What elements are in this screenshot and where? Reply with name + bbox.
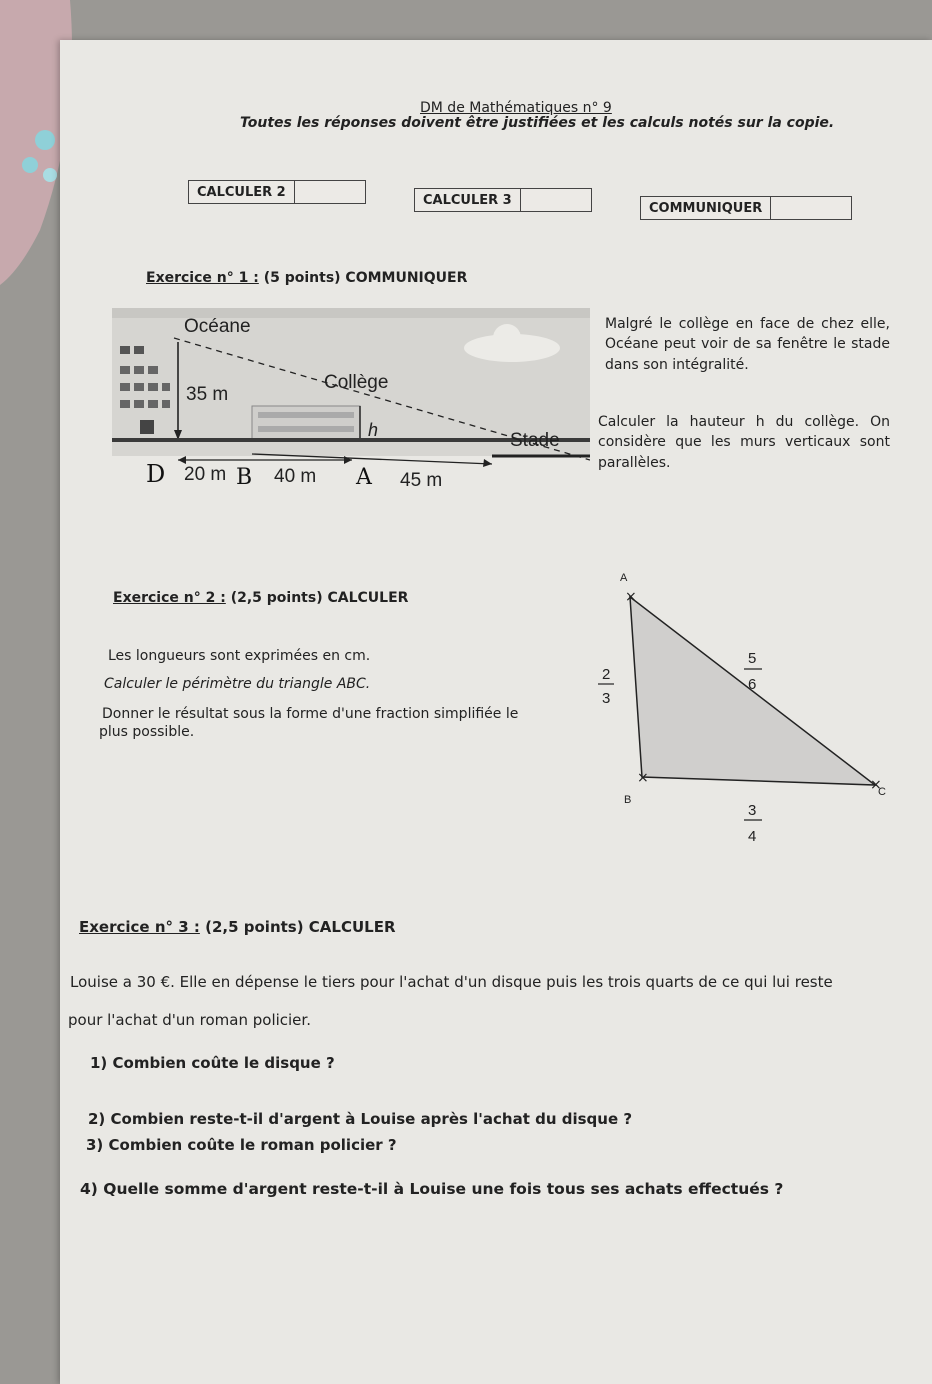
vertex-a: A <box>620 572 628 584</box>
fraction-ac-numerator: 5 <box>748 650 757 667</box>
label-40m: 40 m <box>274 466 317 487</box>
fraction-bc-denominator: 4 <box>748 828 757 845</box>
exercise-2-title: Exercice n° 2 : (2,5 points) CALCULER <box>113 590 409 606</box>
fraction-ab-denominator: 3 <box>602 690 611 707</box>
skill-box-communiquer <box>640 196 852 220</box>
label-35m: 35 m <box>186 384 229 405</box>
label-h: h <box>368 420 379 440</box>
exercise-2-line-4: plus possible. <box>99 724 195 740</box>
exercise-3-question-3: 3) Combien coûte le roman policier ? <box>86 1136 397 1154</box>
point-b: B <box>236 465 253 490</box>
label-45m: 45 m <box>400 470 443 491</box>
point-a: A <box>356 465 372 490</box>
page-title: DM de Mathématiques n° 9 <box>420 100 612 116</box>
label-oceane: Océane <box>184 316 251 337</box>
exercise-3-question-2: 2) Combien reste-t-il d'argent à Louise après l'achat du disque ? <box>88 1110 633 1128</box>
page-subtitle: Toutes les réponses doivent être justifiées et les calculs notés sur la copie. <box>240 115 835 131</box>
skill-label: CALCULER 2 <box>189 181 295 203</box>
label-20m: 20 m <box>184 464 227 485</box>
svg-text:×: × <box>870 777 882 793</box>
fraction-ac-denominator: 6 <box>748 676 757 693</box>
svg-text:×: × <box>637 770 649 786</box>
svg-text:×: × <box>625 589 637 605</box>
exercise-2-line-3: Donner le résultat sous la forme d'une fraction simplifiée le <box>102 706 519 722</box>
oceane-building <box>112 338 174 438</box>
exercise-1-text-1: Malgré le collège en face de chez elle, Océane peut voir de sa fenêtre le stade dans son intégralité. <box>605 316 890 373</box>
exercise-2-line-2: Calculer le périmètre du triangle ABC. <box>104 676 371 692</box>
exercise-3-question-4: 4) Quelle somme d'argent reste-t-il à Louise une fois tous ses achats effectués ? <box>80 1180 784 1198</box>
skill-box-calculer-2 <box>188 180 366 204</box>
vertex-b: B <box>624 794 632 806</box>
exercise-1-figure <box>112 308 590 498</box>
label-college: Collège <box>324 372 389 393</box>
label-stade: Stade <box>510 430 560 451</box>
college-building <box>252 406 360 440</box>
exercise-3-intro-1: Louise a 30 €. Elle en dépense le tiers pour l'achat d'un disque puis les trois quarts de ce qui lui reste <box>70 973 833 991</box>
exercise-3-question-1: 1) Combien coûte le disque ? <box>90 1054 335 1072</box>
exercise-1-title: Exercice n° 1 : (5 points) COMMUNIQUER <box>146 270 468 286</box>
exercise-3-intro-2: pour l'achat d'un roman policier. <box>68 1011 311 1029</box>
skill-label: COMMUNIQUER <box>641 197 771 219</box>
skill-box-calculer-3 <box>414 188 592 212</box>
vertex-c: C <box>878 786 886 798</box>
fraction-ab-numerator: 2 <box>602 666 611 683</box>
point-d: D <box>146 460 166 488</box>
triangle-figure <box>590 565 910 855</box>
fraction-bc-numerator: 3 <box>748 802 757 819</box>
exercise-2-line-1: Les longueurs sont exprimées en cm. <box>108 648 371 664</box>
exercise-1-text-2: Calculer la hauteur h du collège. On considère que les murs verticaux sont parallèles. <box>598 414 890 471</box>
exercise-3-title: Exercice n° 3 : (2,5 points) CALCULER <box>79 918 396 936</box>
skill-label: CALCULER 3 <box>415 189 521 211</box>
